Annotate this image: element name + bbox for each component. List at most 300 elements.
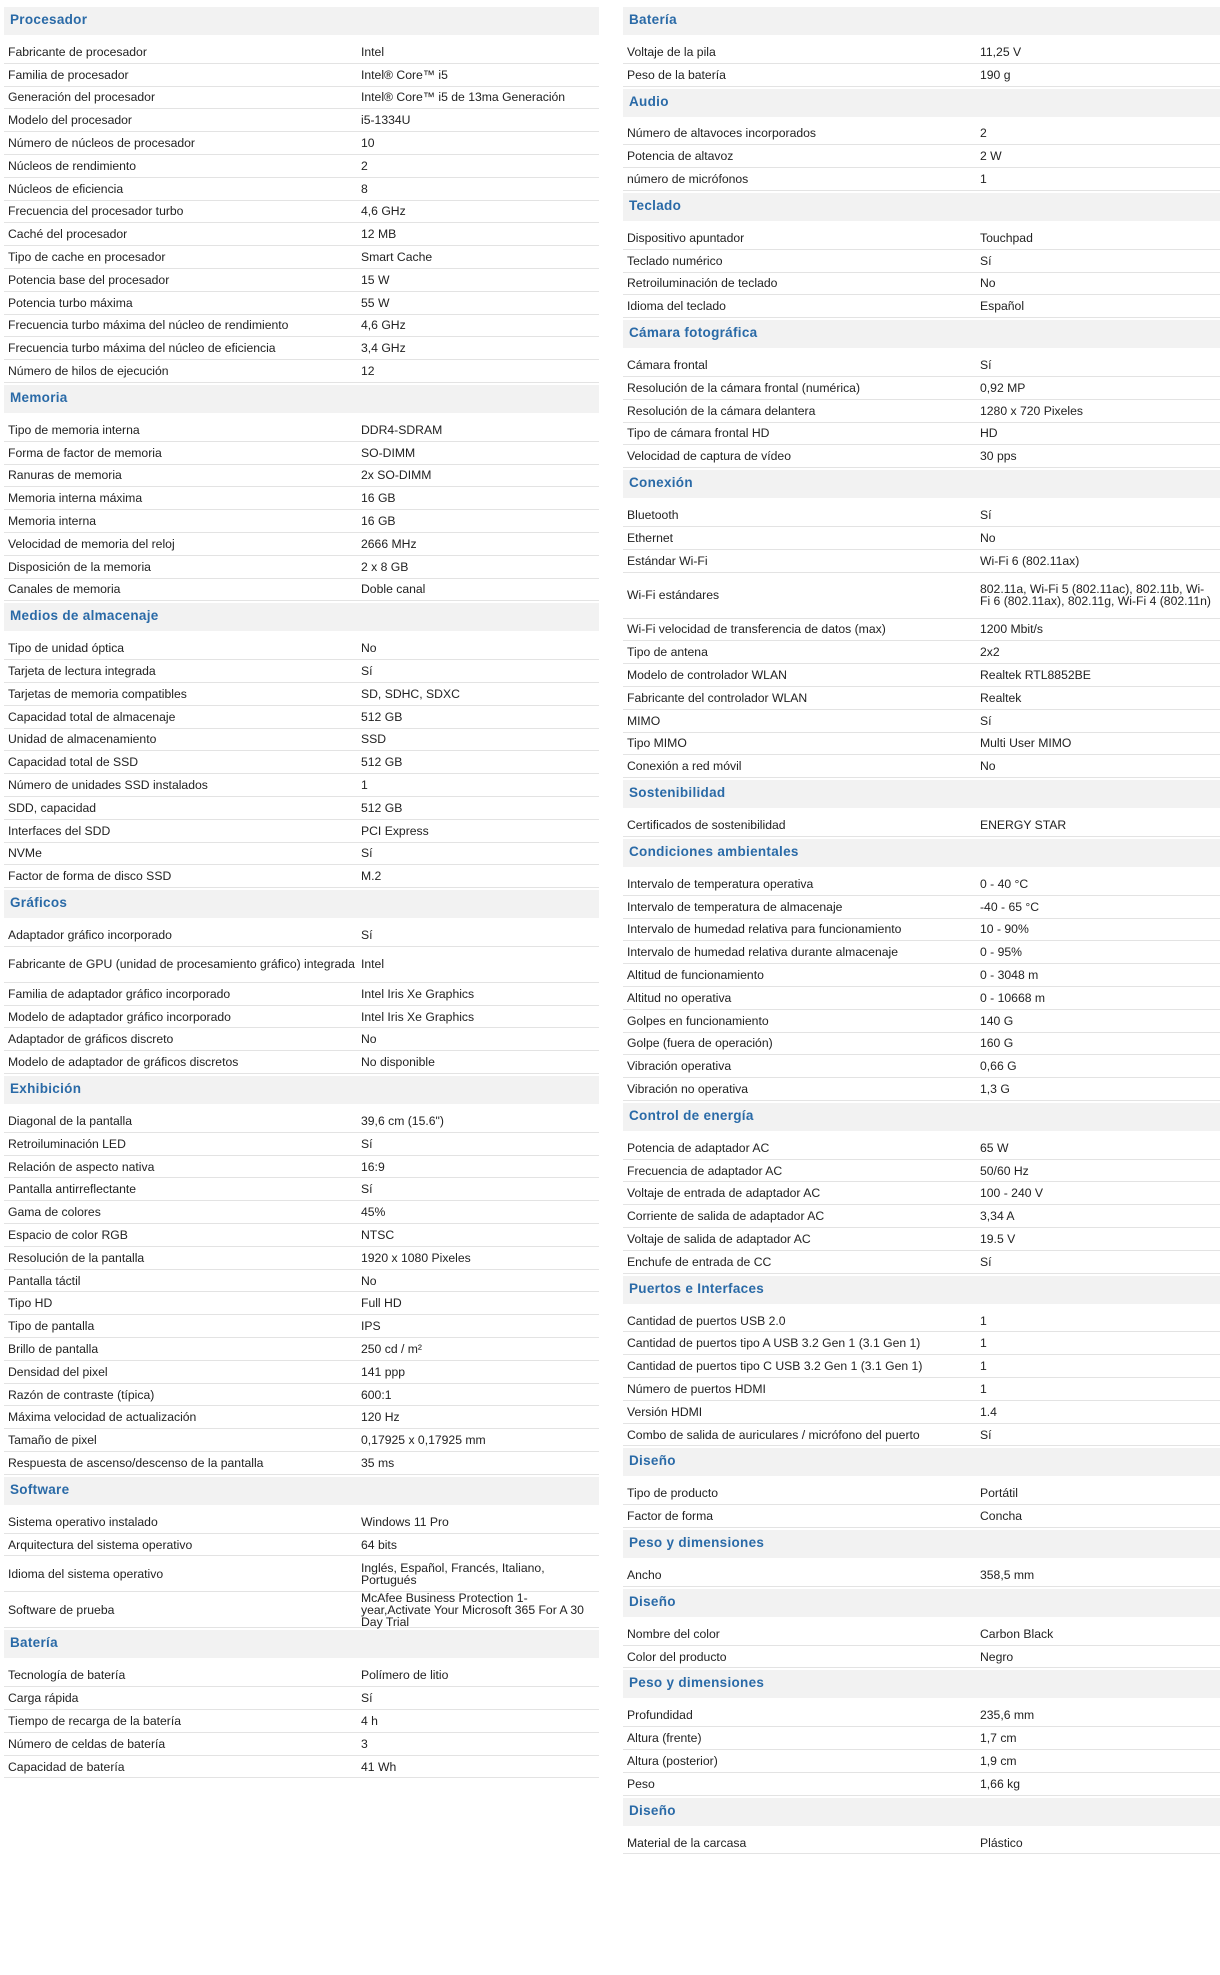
spec-row bbox=[4, 1028, 599, 1051]
spec-label: Pantalla antirreflectante bbox=[8, 1182, 137, 1197]
spec-row bbox=[4, 865, 599, 888]
spec-section-conexion bbox=[623, 470, 1220, 778]
spec-value: 16 GB bbox=[361, 491, 396, 506]
spec-value: 0 - 95% bbox=[980, 945, 1023, 960]
spec-label: Certificados de sostenibilidad bbox=[627, 818, 786, 833]
spec-row bbox=[623, 1623, 1220, 1646]
spec-label: Resolución de la pantalla bbox=[8, 1250, 145, 1265]
spec-value: 39,6 cm (15.6") bbox=[361, 1113, 444, 1128]
spec-label: Potencia de altavoz bbox=[627, 149, 734, 164]
spec-label: Caché del procesador bbox=[8, 227, 128, 242]
spec-value: 2 bbox=[980, 126, 987, 141]
spec-row bbox=[623, 573, 1220, 619]
spec-label: Fabricante de GPU (unidad de procesamiento gráfico) integrada bbox=[8, 957, 355, 972]
spec-value: 50/60 Hz bbox=[980, 1163, 1029, 1178]
spec-row bbox=[623, 227, 1220, 250]
section-heading: Condiciones ambientales bbox=[623, 839, 1220, 867]
spec-section-audio bbox=[623, 89, 1220, 191]
spec-label: Material de la carcasa bbox=[627, 1835, 747, 1850]
spec-label: Tarjeta de lectura integrada bbox=[8, 664, 156, 679]
spec-value: SO-DIMM bbox=[361, 445, 416, 460]
spec-row bbox=[623, 354, 1220, 377]
spec-label: Núcleos de eficiencia bbox=[8, 181, 124, 196]
spec-label: Altura (posterior) bbox=[627, 1753, 718, 1768]
spec-row bbox=[623, 941, 1220, 964]
spec-label: Intervalo de humedad relativa durante almacenaje bbox=[627, 945, 899, 960]
spec-label: Cantidad de puertos tipo C USB 3.2 Gen 1 (3.1 Gen 1) bbox=[627, 1359, 923, 1374]
spec-row bbox=[623, 1332, 1220, 1355]
spec-value: 140 G bbox=[980, 1013, 1014, 1028]
spec-label: Altura (frente) bbox=[627, 1731, 702, 1746]
spec-value: Realtek RTL8852BE bbox=[980, 668, 1091, 683]
spec-value: 16:9 bbox=[361, 1159, 385, 1174]
spec-label: SDD, capacidad bbox=[8, 800, 97, 815]
spec-value: 512 GB bbox=[361, 709, 403, 724]
spec-value: Sí bbox=[980, 508, 992, 523]
spec-value: M.2 bbox=[361, 869, 382, 884]
spec-row bbox=[4, 1733, 599, 1756]
spec-row bbox=[4, 1511, 599, 1534]
spec-label: Ranuras de memoria bbox=[8, 468, 122, 483]
spec-value: Intel bbox=[361, 957, 385, 972]
spec-row bbox=[623, 987, 1220, 1010]
spec-value: 8 bbox=[361, 181, 368, 196]
spec-row bbox=[623, 755, 1220, 778]
spec-row bbox=[4, 774, 599, 797]
spec-label: Modelo de controlador WLAN bbox=[627, 668, 787, 683]
spec-row bbox=[4, 1110, 599, 1133]
spec-row bbox=[623, 527, 1220, 550]
spec-section-peso-y-dimensiones bbox=[623, 1530, 1220, 1587]
spec-label: Sistema operativo instalado bbox=[8, 1514, 158, 1529]
spec-label: MIMO bbox=[627, 713, 661, 728]
spec-section-diseno bbox=[623, 1798, 1220, 1855]
spec-value: 1200 Mbit/s bbox=[980, 622, 1044, 637]
spec-value: 190 g bbox=[980, 67, 1011, 82]
spec-label: Capacidad total de almacenaje bbox=[8, 709, 176, 724]
spec-value: DDR4-SDRAM bbox=[361, 422, 443, 437]
section-heading: Diseño bbox=[623, 1798, 1220, 1826]
spec-label: Idioma del teclado bbox=[627, 299, 726, 314]
spec-label: Tipo de producto bbox=[627, 1486, 719, 1501]
spec-value: 1 bbox=[980, 1359, 987, 1374]
spec-value: 802.11a, Wi-Fi 5 (802.11ac), 802.11b, Wi-Fi 6 (802.11ax), 802.11g, Wi-Fi 4 (802.11n) bbox=[980, 582, 1211, 609]
spec-value: McAfee Business Protection 1-year,Activate Your Microsoft 365 For A 30 Day Trial bbox=[361, 1590, 584, 1629]
spec-row bbox=[4, 1687, 599, 1710]
spec-value: 41 Wh bbox=[361, 1759, 397, 1774]
spec-value: Sí bbox=[361, 664, 373, 679]
spec-value: 3,34 A bbox=[980, 1209, 1015, 1224]
spec-value: 250 cd / m² bbox=[361, 1341, 422, 1356]
spec-label: Brillo de pantalla bbox=[8, 1341, 99, 1356]
spec-section-diseno bbox=[623, 1589, 1220, 1669]
spec-value: 64 bits bbox=[361, 1537, 397, 1552]
spec-row bbox=[4, 178, 599, 201]
spec-row bbox=[623, 41, 1220, 64]
spec-value: 1 bbox=[980, 1381, 987, 1396]
spec-label: Profundidad bbox=[627, 1708, 693, 1723]
spec-row bbox=[623, 1750, 1220, 1773]
spec-row bbox=[623, 873, 1220, 896]
spec-row bbox=[623, 250, 1220, 273]
spec-row bbox=[623, 295, 1220, 318]
spec-value: 3 bbox=[361, 1736, 368, 1751]
spec-label: Tamaño de pixel bbox=[8, 1433, 97, 1448]
spec-value: ENERGY STAR bbox=[980, 818, 1067, 833]
spec-value: Sí bbox=[980, 1254, 992, 1269]
spec-label: Familia de procesador bbox=[8, 67, 129, 82]
spec-row bbox=[623, 1832, 1220, 1855]
spec-row bbox=[4, 1534, 599, 1557]
section-heading: Software bbox=[4, 1477, 599, 1505]
spec-value: SSD bbox=[361, 732, 387, 747]
spec-row bbox=[623, 1010, 1220, 1033]
spec-label: Resolución de la cámara frontal (numérica) bbox=[627, 380, 861, 395]
spec-label: Tipo de antena bbox=[627, 645, 708, 660]
spec-label: Vibración operativa bbox=[627, 1059, 732, 1074]
spec-row bbox=[4, 269, 599, 292]
spec-label: Golpes en funcionamiento bbox=[627, 1013, 769, 1028]
spec-label: Máxima velocidad de actualización bbox=[8, 1410, 197, 1425]
spec-label: Dispositivo apuntador bbox=[627, 230, 745, 245]
spec-row bbox=[623, 814, 1220, 837]
spec-row bbox=[623, 710, 1220, 733]
spec-row bbox=[4, 360, 599, 383]
spec-row bbox=[623, 273, 1220, 296]
spec-label: Intervalo de temperatura operativa bbox=[627, 876, 814, 891]
section-heading: Exhibición bbox=[4, 1076, 599, 1104]
spec-row bbox=[4, 1247, 599, 1270]
spec-label: Fabricante del controlador WLAN bbox=[627, 690, 808, 705]
spec-label: Velocidad de memoria del reloj bbox=[8, 536, 175, 551]
spec-value: Sí bbox=[361, 1136, 373, 1151]
spec-label: Modelo de adaptador de gráficos discretos bbox=[8, 1055, 239, 1070]
spec-label: Combo de salida de auriculares / micrófono del puerto bbox=[627, 1427, 920, 1442]
spec-value: 2 x 8 GB bbox=[361, 559, 409, 574]
spec-row bbox=[4, 1292, 599, 1315]
spec-label: Familia de adaptador gráfico incorporado bbox=[8, 986, 231, 1001]
spec-row bbox=[623, 145, 1220, 168]
spec-section-control-de-energia bbox=[623, 1103, 1220, 1274]
spec-value: 2 bbox=[361, 158, 368, 173]
spec-value: Touchpad bbox=[980, 230, 1033, 245]
spec-row bbox=[4, 797, 599, 820]
spec-value: No bbox=[980, 759, 996, 774]
spec-row bbox=[623, 1564, 1220, 1587]
spec-row bbox=[4, 1201, 599, 1224]
spec-value: 120 Hz bbox=[361, 1410, 400, 1425]
spec-label: Corriente de salida de adaptador AC bbox=[627, 1209, 825, 1224]
spec-value: Sí bbox=[980, 1427, 992, 1442]
spec-value: Concha bbox=[980, 1509, 1023, 1524]
section-heading: Procesador bbox=[4, 7, 599, 35]
spec-value: Sí bbox=[361, 927, 373, 942]
spec-value: 1.4 bbox=[980, 1404, 997, 1419]
spec-label: Cámara frontal bbox=[627, 358, 708, 373]
spec-label: Tipo de unidad óptica bbox=[8, 641, 125, 656]
section-heading: Peso y dimensiones bbox=[623, 1530, 1220, 1558]
spec-label: Frecuencia de adaptador AC bbox=[627, 1163, 783, 1178]
spec-label: Voltaje de salida de adaptador AC bbox=[627, 1231, 811, 1246]
spec-value: 1 bbox=[361, 778, 368, 792]
spec-row bbox=[4, 510, 599, 533]
spec-row bbox=[4, 729, 599, 752]
spec-value: Sí bbox=[361, 1182, 373, 1197]
spec-label: Tipo de memoria interna bbox=[8, 422, 140, 437]
spec-row bbox=[623, 1205, 1220, 1228]
spec-row bbox=[4, 1664, 599, 1687]
spec-label: Memoria interna máxima bbox=[8, 491, 143, 506]
spec-row bbox=[623, 1055, 1220, 1078]
spec-row bbox=[4, 1756, 599, 1779]
spec-value: 512 GB bbox=[361, 800, 403, 815]
spec-label: Razón de contraste (típica) bbox=[8, 1387, 155, 1402]
spec-row bbox=[623, 664, 1220, 687]
spec-label: número de micrófonos bbox=[627, 172, 749, 187]
spec-value: i5-1334U bbox=[361, 113, 411, 128]
spec-row bbox=[623, 1251, 1220, 1274]
spec-row bbox=[623, 1482, 1220, 1505]
spec-label: Enchufe de entrada de CC bbox=[627, 1254, 772, 1269]
spec-label: Carga rápida bbox=[8, 1691, 79, 1706]
spec-column-left bbox=[4, 7, 599, 1780]
section-heading: Medios de almacenaje bbox=[4, 603, 599, 631]
spec-value: 358,5 mm bbox=[980, 1567, 1035, 1582]
spec-label: Cantidad de puertos USB 2.0 bbox=[627, 1313, 786, 1328]
spec-label: Conexión a red móvil bbox=[627, 759, 742, 774]
spec-row bbox=[623, 1727, 1220, 1750]
spec-value: 35 ms bbox=[361, 1455, 395, 1470]
spec-row bbox=[4, 947, 599, 983]
spec-row bbox=[623, 504, 1220, 527]
spec-row bbox=[623, 896, 1220, 919]
spec-value: 512 GB bbox=[361, 755, 403, 770]
spec-value: 45% bbox=[361, 1205, 386, 1220]
spec-row bbox=[4, 487, 599, 510]
spec-value: No bbox=[980, 530, 996, 545]
spec-label: Disposición de la memoria bbox=[8, 559, 151, 574]
spec-row bbox=[4, 1429, 599, 1452]
spec-label: Bluetooth bbox=[627, 508, 679, 523]
spec-label: Frecuencia turbo máxima del núcleo de eficiencia bbox=[8, 341, 276, 356]
spec-row bbox=[4, 87, 599, 110]
spec-value: 1920 x 1080 Pixeles bbox=[361, 1250, 471, 1265]
spec-row bbox=[4, 64, 599, 87]
spec-label: Software de prueba bbox=[8, 1602, 115, 1617]
spec-value: 0 - 3048 m bbox=[980, 968, 1039, 982]
spec-row bbox=[623, 1355, 1220, 1378]
spec-value: 1280 x 720 Pixeles bbox=[980, 403, 1083, 418]
spec-row bbox=[623, 550, 1220, 573]
spec-value: 11,25 V bbox=[980, 44, 1022, 59]
spec-label: Tipo de cámara frontal HD bbox=[627, 426, 770, 441]
section-heading: Puertos e Interfaces bbox=[623, 1276, 1220, 1304]
spec-section-graficos bbox=[4, 890, 599, 1074]
spec-value: Polímero de litio bbox=[361, 1668, 449, 1683]
spec-section-sostenibilidad bbox=[623, 780, 1220, 837]
spec-row bbox=[4, 706, 599, 729]
spec-row bbox=[4, 1556, 599, 1592]
spec-value: Windows 11 Pro bbox=[361, 1514, 449, 1529]
spec-section-medios-de-almacenaje bbox=[4, 603, 599, 888]
spec-label: Peso bbox=[627, 1776, 655, 1791]
spec-value: Sí bbox=[980, 253, 992, 268]
section-heading: Diseño bbox=[623, 1448, 1220, 1476]
spec-row bbox=[623, 1401, 1220, 1424]
spec-label: Modelo de adaptador gráfico incorporado bbox=[8, 1009, 231, 1024]
spec-value: No disponible bbox=[361, 1055, 435, 1070]
spec-value: No bbox=[361, 1032, 377, 1047]
spec-value: 4,6 GHz bbox=[361, 318, 406, 333]
spec-value: 0,17925 x 0,17925 mm bbox=[361, 1433, 486, 1448]
spec-label: Tipo de cache en procesador bbox=[8, 250, 166, 265]
spec-value: Sí bbox=[361, 846, 373, 861]
spec-label: Wi-Fi velocidad de transferencia de datos (max) bbox=[627, 622, 886, 637]
spec-label: Resolución de la cámara delantera bbox=[627, 403, 816, 418]
spec-row bbox=[4, 751, 599, 774]
spec-row bbox=[4, 1592, 599, 1628]
spec-section-software bbox=[4, 1477, 599, 1629]
spec-label: Altitud no operativa bbox=[627, 990, 732, 1005]
spec-row bbox=[623, 1078, 1220, 1101]
spec-label: Altitud de funcionamiento bbox=[627, 968, 764, 982]
spec-row bbox=[4, 109, 599, 132]
spec-label: Número de altavoces incorporados bbox=[627, 126, 817, 141]
spec-value: 235,6 mm bbox=[980, 1708, 1035, 1723]
spec-value: PCI Express bbox=[361, 823, 429, 838]
spec-label: Capacidad total de SSD bbox=[8, 755, 139, 770]
spec-value: 1 bbox=[980, 172, 987, 187]
spec-label: Espacio de color RGB bbox=[8, 1227, 128, 1242]
spec-value: HD bbox=[980, 426, 998, 441]
spec-row bbox=[4, 1338, 599, 1361]
spec-label: Capacidad de batería bbox=[8, 1759, 125, 1774]
spec-value: No bbox=[361, 1273, 377, 1288]
spec-row bbox=[623, 1033, 1220, 1056]
spec-row bbox=[4, 1051, 599, 1074]
spec-row bbox=[623, 377, 1220, 400]
spec-value: Sí bbox=[980, 713, 992, 728]
spec-label: Ancho bbox=[627, 1567, 662, 1582]
spec-row bbox=[623, 1646, 1220, 1669]
spec-row bbox=[623, 919, 1220, 942]
spec-value: 2x2 bbox=[980, 645, 1000, 660]
spec-value: 1,66 kg bbox=[980, 1776, 1020, 1791]
spec-row bbox=[4, 41, 599, 64]
section-heading: Batería bbox=[4, 1630, 599, 1658]
spec-value: 16 GB bbox=[361, 514, 396, 529]
spec-label: Peso de la batería bbox=[627, 67, 726, 82]
spec-value: SD, SDHC, SDXC bbox=[361, 686, 460, 701]
spec-label: Vibración no operativa bbox=[627, 1081, 749, 1096]
spec-row bbox=[4, 155, 599, 178]
section-heading: Peso y dimensiones bbox=[623, 1670, 1220, 1698]
spec-label: Velocidad de captura de vídeo bbox=[627, 449, 791, 464]
spec-value: Intel® Core™ i5 de 13ma Generación bbox=[361, 90, 566, 105]
spec-value: 600:1 bbox=[361, 1387, 392, 1402]
spec-section-peso-y-dimensiones bbox=[623, 1670, 1220, 1795]
spec-label: Teclado numérico bbox=[627, 253, 723, 268]
spec-section-bateria bbox=[623, 7, 1220, 87]
spec-row bbox=[4, 337, 599, 360]
spec-value: Portátil bbox=[980, 1486, 1018, 1501]
spec-row bbox=[4, 1133, 599, 1156]
spec-value: 2 W bbox=[980, 149, 1002, 164]
spec-row bbox=[4, 579, 599, 602]
section-heading: Audio bbox=[623, 89, 1220, 117]
spec-value: Español bbox=[980, 299, 1025, 314]
spec-label: Intervalo de temperatura de almacenaje bbox=[627, 899, 843, 914]
section-heading: Sostenibilidad bbox=[623, 780, 1220, 808]
spec-value: No bbox=[980, 276, 996, 291]
spec-row bbox=[623, 423, 1220, 446]
spec-label: Ethernet bbox=[627, 530, 674, 545]
spec-row bbox=[4, 1270, 599, 1293]
spec-value: 100 - 240 V bbox=[980, 1186, 1044, 1201]
spec-label: Número de hilos de ejecución bbox=[8, 364, 169, 379]
spec-label: Cantidad de puertos tipo A USB 3.2 Gen 1 (3.1 Gen 1) bbox=[627, 1336, 921, 1351]
section-heading: Cámara fotográfica bbox=[623, 320, 1220, 348]
spec-section-exhibicion bbox=[4, 1076, 599, 1475]
spec-row bbox=[4, 1006, 599, 1029]
spec-row bbox=[623, 1773, 1220, 1796]
spec-label: Interfaces del SDD bbox=[8, 823, 111, 838]
spec-label: Frecuencia turbo máxima del núcleo de rendimiento bbox=[8, 318, 289, 333]
spec-row bbox=[623, 168, 1220, 191]
spec-section-memoria bbox=[4, 385, 599, 601]
spec-label: Fabricante de procesador bbox=[8, 44, 147, 59]
spec-row bbox=[4, 820, 599, 843]
spec-row bbox=[4, 1710, 599, 1733]
section-heading: Control de energía bbox=[623, 1103, 1220, 1131]
spec-value: NTSC bbox=[361, 1227, 395, 1242]
spec-value: Carbon Black bbox=[980, 1626, 1054, 1641]
spec-value: Intel Iris Xe Graphics bbox=[361, 1009, 475, 1024]
spec-row bbox=[623, 641, 1220, 664]
spec-column-right bbox=[623, 7, 1220, 1856]
spec-label: Nombre del color bbox=[627, 1626, 720, 1641]
spec-value: 0,92 MP bbox=[980, 380, 1026, 395]
spec-value: Sí bbox=[361, 1691, 373, 1706]
spec-label: Estándar Wi-Fi bbox=[627, 553, 708, 568]
spec-value: Realtek bbox=[980, 690, 1022, 705]
spec-row bbox=[4, 1224, 599, 1247]
spec-row bbox=[4, 1452, 599, 1475]
spec-row bbox=[4, 1361, 599, 1384]
spec-label: Forma de factor de memoria bbox=[8, 445, 162, 460]
spec-value: Full HD bbox=[361, 1296, 402, 1311]
spec-row bbox=[623, 1424, 1220, 1447]
spec-value: 2666 MHz bbox=[361, 536, 417, 551]
spec-label: Intervalo de humedad relativa para funcionamiento bbox=[627, 922, 902, 937]
spec-label: Memoria interna bbox=[8, 514, 97, 529]
spec-row bbox=[4, 246, 599, 269]
spec-label: Arquitectura del sistema operativo bbox=[8, 1537, 193, 1552]
spec-value: 1,7 cm bbox=[980, 1731, 1017, 1746]
spec-value: 1 bbox=[980, 1313, 987, 1328]
spec-row bbox=[4, 556, 599, 579]
spec-value: 10 bbox=[361, 136, 375, 151]
spec-value: 65 W bbox=[980, 1140, 1009, 1155]
section-heading: Batería bbox=[623, 7, 1220, 35]
spec-label: Número de celdas de batería bbox=[8, 1736, 166, 1751]
spec-label: Factor de forma bbox=[627, 1509, 714, 1524]
spec-row bbox=[4, 843, 599, 866]
spec-value: Sí bbox=[980, 358, 992, 373]
spec-value: Intel Iris Xe Graphics bbox=[361, 986, 475, 1001]
spec-label: Voltaje de entrada de adaptador AC bbox=[627, 1186, 821, 1201]
spec-value: Multi User MIMO bbox=[980, 736, 1072, 751]
